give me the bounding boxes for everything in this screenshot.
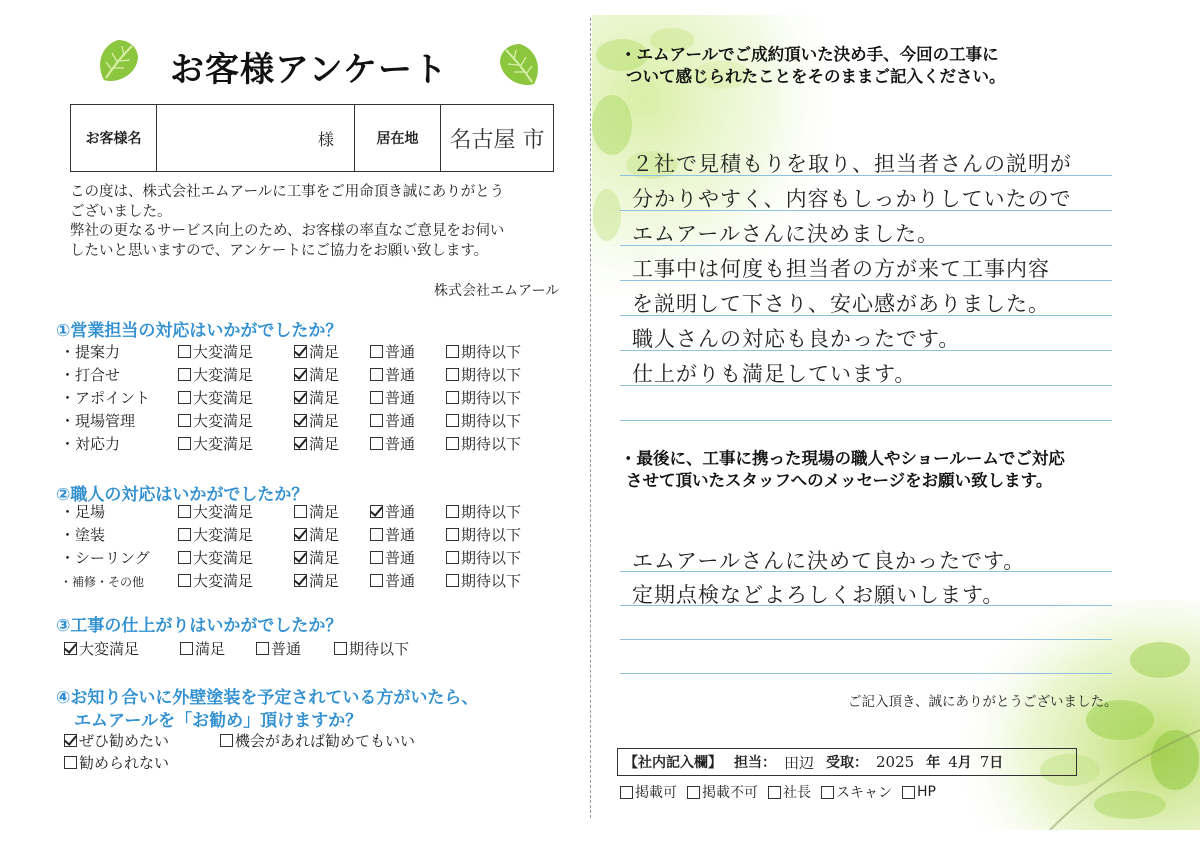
- rating-option[interactable]: [446, 364, 521, 385]
- option-label: 掲載可: [635, 785, 677, 801]
- rating-option[interactable]: [178, 364, 253, 385]
- q4-options-row-2: [64, 752, 564, 774]
- q3-heading: ③工事の仕上がりはいかがでしたか？: [56, 616, 343, 636]
- rating-row-label: ・塗装: [60, 526, 106, 544]
- option-label: 普通: [385, 366, 416, 384]
- checkbox[interactable]: [370, 437, 383, 450]
- option-label: 普通: [385, 549, 416, 567]
- foliage-decoration: [930, 600, 1200, 830]
- rating-row: [60, 501, 560, 523]
- office-label: 【社内記入欄】: [624, 755, 722, 771]
- q6-heading-2: させて頂いたスタッフへのメッセージをお願い致します。: [626, 471, 1053, 490]
- option-label: 満足: [309, 572, 340, 590]
- rating-row-label: ・アポイント: [60, 389, 151, 407]
- rating-option[interactable]: [370, 341, 415, 362]
- q5-heading-1: ・エムアールでご成約頂いた決め手、今回の工事に: [620, 45, 999, 64]
- option-label: 普通: [271, 640, 302, 658]
- option-label: 満足: [309, 366, 340, 384]
- rating-option[interactable]: [370, 433, 415, 454]
- option-label: 大変満足: [193, 549, 254, 567]
- column-divider: [590, 18, 591, 818]
- page-title: お客様アンケート: [170, 50, 448, 90]
- option-label: 普通: [385, 412, 416, 430]
- option-label: 大変満足: [193, 343, 254, 361]
- handwritten-line: を説明して下さり、安心感がありました。: [632, 292, 1050, 316]
- checkbox[interactable]: [294, 551, 307, 564]
- rating-option[interactable]: [178, 570, 253, 591]
- option-label: 普通: [385, 389, 416, 407]
- rating-row-label: ・現場管理: [60, 412, 136, 430]
- rating-row-label: ・提案力: [60, 343, 121, 361]
- received-year[interactable]: 2025: [876, 753, 915, 771]
- checkbox[interactable]: [370, 368, 383, 381]
- option-label: 大変満足: [193, 435, 254, 453]
- checkbox[interactable]: [446, 528, 459, 541]
- option-label: 普通: [385, 343, 416, 361]
- received-month[interactable]: 4: [948, 753, 958, 771]
- option-label: HP: [917, 784, 936, 800]
- handwritten-line: エムアールさんに決めました。: [632, 222, 939, 246]
- q4-options-row-1: [64, 730, 564, 752]
- rating-row-label: ・足場: [60, 503, 106, 521]
- q1-heading: ①営業担当の対応はいかがでしたか？: [56, 321, 343, 341]
- checkbox[interactable]: [446, 414, 459, 427]
- checkbox[interactable]: [256, 642, 269, 655]
- checkbox[interactable]: [294, 368, 307, 381]
- customer-name-field[interactable]: [157, 105, 355, 171]
- option-label: 期待以下: [461, 389, 522, 407]
- option-label: スキャン: [836, 785, 892, 801]
- option-label: 大変満足: [193, 572, 254, 590]
- checkbox[interactable]: [446, 574, 459, 587]
- rating-option[interactable]: [294, 364, 339, 385]
- checkbox[interactable]: [370, 414, 383, 427]
- office-options: [620, 782, 936, 802]
- office-option[interactable]: [821, 782, 892, 802]
- checkbox[interactable]: [294, 391, 307, 404]
- year-unit: 年: [926, 755, 941, 771]
- option-label: 大変満足: [193, 412, 254, 430]
- finish-option[interactable]: [334, 638, 409, 659]
- option-label: 普通: [385, 503, 416, 521]
- checkbox[interactable]: [446, 368, 459, 381]
- rating-option[interactable]: [446, 547, 521, 568]
- rating-row-label: ・補修・その他: [60, 575, 145, 589]
- option-label: 期待以下: [461, 572, 522, 590]
- option-label: 普通: [385, 526, 416, 544]
- finish-option[interactable]: [64, 638, 139, 659]
- day-unit: 日: [989, 755, 1004, 771]
- rating-option[interactable]: [294, 410, 339, 431]
- q4-heading-2: エムアールを「お勧め」頂けますか？: [74, 711, 363, 731]
- ruled-line: [620, 420, 1112, 421]
- office-option[interactable]: [902, 784, 936, 800]
- option-label: 大変満足: [193, 389, 254, 407]
- handwritten-line: 職人さんの対応も良かったです。: [632, 327, 961, 351]
- handwritten-line: エムアールさんに決めて良かったです。: [632, 549, 1026, 573]
- office-option[interactable]: [768, 782, 811, 802]
- checkbox[interactable]: [334, 642, 347, 655]
- checkbox[interactable]: [446, 437, 459, 450]
- staff-label: 担当：: [734, 755, 776, 771]
- option-label: 満足: [309, 389, 340, 407]
- rating-option[interactable]: [294, 501, 339, 522]
- rating-option[interactable]: [294, 547, 339, 568]
- checkbox[interactable]: [178, 528, 191, 541]
- checkbox[interactable]: [178, 345, 191, 358]
- checkbox[interactable]: [821, 786, 834, 799]
- name-suffix: 様: [317, 129, 334, 149]
- rating-row: [60, 433, 560, 455]
- option-label: 満足: [309, 435, 340, 453]
- option-label: 満足: [309, 526, 340, 544]
- checkbox[interactable]: [902, 786, 915, 799]
- rating-option[interactable]: [446, 433, 521, 454]
- checkbox[interactable]: [370, 345, 383, 358]
- finish-option[interactable]: [256, 638, 301, 659]
- rating-row: [60, 410, 560, 432]
- rating-option[interactable]: [370, 570, 415, 591]
- checkbox[interactable]: [178, 414, 191, 427]
- rating-option[interactable]: [178, 547, 253, 568]
- option-label: 期待以下: [461, 435, 522, 453]
- office-option[interactable]: [620, 782, 677, 802]
- rating-row: [60, 570, 560, 592]
- checkbox[interactable]: [446, 391, 459, 404]
- intro-text: この度は、株式会社エムアールに工事をご用命頂き誠にありがとう ございました。 弊社の更なるサービス向上のため、お客様の率直なご意見をお伺い したいと思いますので、アンケートにご協力をお願い致します。: [70, 184, 505, 259]
- location-label: 居在地: [355, 105, 441, 171]
- rating-row-label: ・打合せ: [60, 366, 121, 384]
- option-label: 期待以下: [461, 503, 522, 521]
- recommend-option[interactable]: [64, 752, 169, 773]
- option-label: 満足: [309, 412, 340, 430]
- rating-option[interactable]: [446, 341, 521, 362]
- handwritten-line: 仕上がりも満足しています。: [632, 362, 917, 386]
- customer-info-table: [70, 104, 554, 172]
- checkbox[interactable]: [64, 756, 77, 769]
- checkbox[interactable]: [294, 345, 307, 358]
- rating-row: [60, 524, 560, 546]
- checkbox[interactable]: [294, 505, 307, 518]
- option-label: 期待以下: [461, 412, 522, 430]
- finish-option[interactable]: [180, 638, 225, 659]
- checkbox[interactable]: [220, 734, 233, 747]
- checkbox[interactable]: [64, 642, 77, 655]
- rating-row-label: ・シーリング: [60, 549, 150, 567]
- office-option[interactable]: [687, 782, 758, 802]
- option-label: ぜひ勧めたい: [79, 732, 170, 750]
- rating-option[interactable]: [178, 501, 253, 522]
- checkbox[interactable]: [370, 551, 383, 564]
- thanks-text: ご記入頂き、誠にありがとうございました。: [848, 694, 1118, 710]
- checkbox[interactable]: [178, 391, 191, 404]
- rating-option[interactable]: [370, 364, 415, 385]
- handwritten-line: 定期点検などよろしくお願いします。: [632, 583, 1005, 607]
- checkbox[interactable]: [370, 574, 383, 587]
- checkbox[interactable]: [178, 574, 191, 587]
- option-label: 期待以下: [461, 549, 522, 567]
- rating-option[interactable]: [294, 341, 339, 362]
- rating-option[interactable]: [446, 410, 521, 431]
- rating-option[interactable]: [370, 524, 415, 545]
- option-label: 掲載不可: [702, 785, 758, 801]
- q3-options: [64, 638, 564, 660]
- rating-option[interactable]: [446, 501, 521, 522]
- checkbox[interactable]: [687, 786, 700, 799]
- rating-option[interactable]: [294, 570, 339, 591]
- location-field[interactable]: 名古屋 市: [449, 127, 545, 153]
- rating-option[interactable]: [294, 433, 339, 454]
- rating-option[interactable]: [446, 570, 521, 591]
- checkbox[interactable]: [178, 505, 191, 518]
- rating-option[interactable]: [294, 524, 339, 545]
- rating-row: [60, 341, 560, 363]
- rating-option[interactable]: [446, 524, 521, 545]
- checkbox[interactable]: [370, 391, 383, 404]
- checkbox[interactable]: [294, 528, 307, 541]
- received-label: 受取：: [826, 755, 869, 771]
- option-label: 大変満足: [193, 526, 254, 544]
- option-label: 大変満足: [79, 640, 140, 658]
- option-label: 満足: [195, 640, 226, 658]
- rating-option[interactable]: [370, 501, 415, 522]
- rating-option[interactable]: [178, 433, 253, 454]
- leaf-icon: [92, 36, 144, 88]
- option-label: 大変満足: [193, 503, 254, 521]
- rating-option[interactable]: [178, 387, 253, 408]
- checkbox[interactable]: [370, 505, 383, 518]
- q2-heading: ②職人の対応はいかがでしたか？: [56, 485, 309, 505]
- checkbox[interactable]: [768, 786, 781, 799]
- option-label: 満足: [309, 343, 340, 361]
- recommend-option[interactable]: [64, 730, 169, 751]
- rating-option[interactable]: [178, 524, 253, 545]
- rating-option[interactable]: [370, 547, 415, 568]
- office-use-box: [617, 748, 1077, 776]
- customer-name-label: お客様名: [71, 105, 157, 171]
- checkbox[interactable]: [178, 551, 191, 564]
- option-label: 社長: [783, 785, 811, 801]
- rating-option[interactable]: [370, 410, 415, 431]
- recommend-option[interactable]: [220, 730, 415, 751]
- checkbox[interactable]: [178, 437, 191, 450]
- checkbox[interactable]: [446, 551, 459, 564]
- checkbox[interactable]: [620, 786, 633, 799]
- option-label: 普通: [385, 435, 416, 453]
- q5-heading-2: ついて感じられたことをそのままご記入ください。: [626, 67, 1006, 86]
- q6-heading-1: ・最後に、工事に携った現場の職人やショールームでご対応: [620, 449, 1065, 468]
- received-day[interactable]: 7: [979, 753, 990, 771]
- option-label: 大変満足: [193, 366, 254, 384]
- checkbox[interactable]: [294, 574, 307, 587]
- option-label: 機会があれば勧めてもいい: [235, 732, 416, 750]
- month-unit: 月: [957, 755, 972, 771]
- rating-option[interactable]: [294, 387, 339, 408]
- checkbox[interactable]: [294, 414, 307, 427]
- handwritten-line: 工事中は何度も担当者の方が来て工事内容: [632, 257, 1050, 281]
- rating-option[interactable]: [178, 341, 253, 362]
- ruled-line: [620, 673, 1112, 674]
- handwritten-line: 分かりやすく、内容もしっかりしていたので: [632, 187, 1072, 211]
- option-label: 勧められない: [79, 754, 170, 772]
- company-name: 株式会社エムアール: [434, 283, 560, 299]
- option-label: 期待以下: [461, 526, 522, 544]
- checkbox[interactable]: [180, 642, 193, 655]
- option-label: 期待以下: [461, 366, 522, 384]
- option-label: 普通: [385, 572, 416, 590]
- rating-row: [60, 387, 560, 409]
- option-label: 満足: [309, 549, 340, 567]
- checkbox[interactable]: [446, 505, 459, 518]
- checkbox[interactable]: [294, 437, 307, 450]
- rating-option[interactable]: [370, 387, 415, 408]
- rating-row: [60, 364, 560, 386]
- rating-row: [60, 547, 560, 569]
- q4-heading-1: ④お知り合いに外壁塗装を予定されている方がいたら、: [56, 688, 479, 708]
- checkbox[interactable]: [64, 734, 77, 747]
- rating-option[interactable]: [178, 410, 253, 431]
- option-label: 期待以下: [349, 640, 410, 658]
- rating-option[interactable]: [446, 387, 521, 408]
- rating-row-label: ・対応力: [60, 435, 121, 453]
- checkbox[interactable]: [446, 345, 459, 358]
- checkbox[interactable]: [178, 368, 191, 381]
- option-label: 満足: [309, 503, 340, 521]
- leaf-icon: [494, 40, 546, 92]
- option-label: 期待以下: [461, 343, 522, 361]
- staff-value[interactable]: 田辺: [784, 753, 815, 772]
- checkbox[interactable]: [370, 528, 383, 541]
- handwritten-line: ２社で見積もりを取り、担当者さんの説明が: [632, 152, 1072, 176]
- ruled-line: [620, 639, 1112, 640]
